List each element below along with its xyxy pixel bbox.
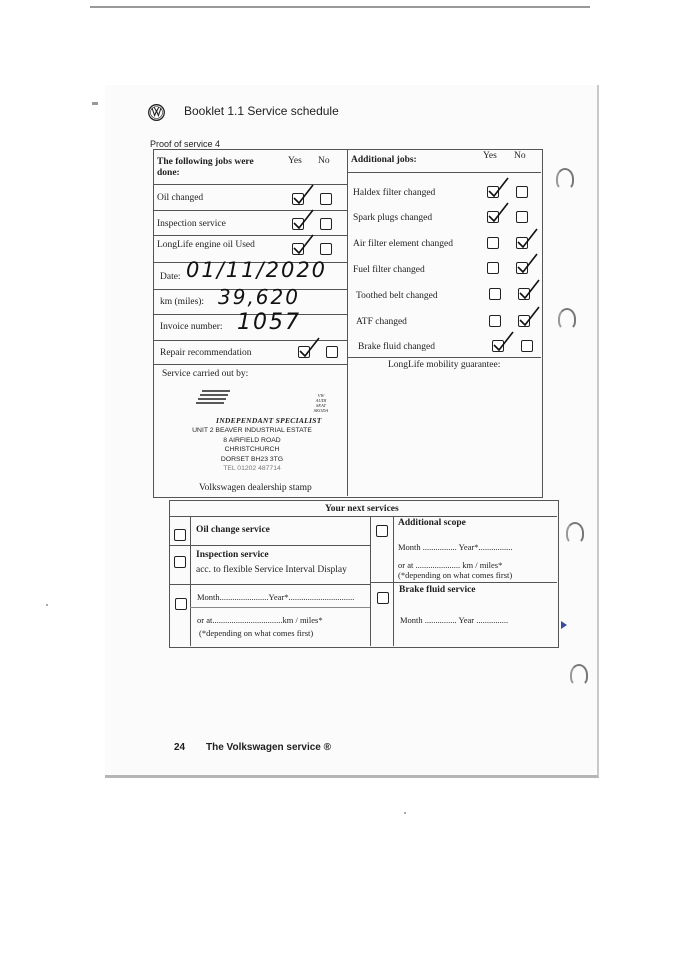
col-line [393,516,394,646]
stamp-address-line: UNIT 2 BEAVER INDUSTRIAL ESTATE [192,427,312,434]
longlife-mobility-label: LongLife mobility guarantee: [388,360,501,370]
brake-fluid-service-label: Brake fluid service [399,585,476,595]
additional-scope-label: Additional scope [398,518,466,528]
toothed-belt-yes-checkbox[interactable] [489,288,501,300]
stamp-brand-list [312,393,330,413]
stamp-brand: SKODA [313,408,329,413]
spark-plugs-label: Spark plugs changed [353,213,433,223]
date-label: Date: [160,272,181,282]
haldex-yes-checkbox[interactable] [487,186,499,198]
inspection-next-sub: acc. to flexible Service Interval Display [196,565,347,575]
spark-plugs-no-checkbox[interactable] [516,211,528,223]
table-divider [347,149,348,496]
month-year-right-field[interactable]: Month ................ Year*................ [398,542,513,552]
top-page-edge [90,0,590,8]
toothed-belt-label: Toothed belt changed [356,291,438,301]
footer-title: The Volkswagen service ® [206,742,332,753]
toothed-belt-no-checkbox[interactable] [518,288,530,300]
inspection-next-label: Inspection service [196,550,269,560]
brake-fluid-no-checkbox[interactable] [521,340,533,352]
stamp-address-line: DORSET BH23 3TG [220,455,284,463]
scan-speck [46,604,48,606]
air-filter-yes-checkbox[interactable] [487,237,499,249]
repair-no-checkbox[interactable] [326,346,338,358]
inspection-next-checkbox[interactable] [174,556,186,568]
inspection-service-label: Inspection service [157,219,226,229]
right-no-label: No [514,151,526,161]
next-page-arrow-icon [561,621,567,629]
repair-recommendation-label: Repair recommendation [160,348,252,358]
depending-right-note: (*depending on what comes first) [398,570,513,580]
page-number: 24 [174,742,186,753]
air-filter-label: Air filter element changed [353,239,453,249]
km-value[interactable]: 39,620 [218,285,300,309]
atf-changed-label: ATF changed [356,317,407,327]
stamp-stripes-logo [196,388,232,408]
spark-plugs-yes-checkbox[interactable] [487,211,499,223]
scan-speck [92,102,98,105]
brake-fluid-changed-label: Brake fluid changed [358,342,436,352]
or-at-left-field[interactable]: or at.................................km / miles* [197,615,323,625]
dealership-stamp-label: Volkswagen dealership stamp [199,483,312,493]
atf-no-checkbox[interactable] [518,315,530,327]
booklet-title: Booklet 1.1 Service schedule [184,104,339,118]
row-line [169,516,557,517]
left-yes-label: Yes [288,156,302,166]
next-services-title: Your next services [325,504,399,514]
left-no-label: No [318,156,330,166]
month-year-brake-field[interactable]: Month ............... Year ............... [400,615,509,625]
longlife-oil-yes-checkbox[interactable] [292,243,304,255]
row-line [153,364,347,365]
next-date-checkbox[interactable] [175,598,187,610]
longlife-oil-no-checkbox[interactable] [320,243,332,255]
service-carried-out-label: Service carried out by: [162,369,249,379]
atf-yes-checkbox[interactable] [489,315,501,327]
row-line [347,357,541,358]
binder-hole [558,308,576,330]
additional-jobs-heading: Additional jobs: [351,155,417,165]
binder-hole [556,168,574,190]
air-filter-no-checkbox[interactable] [516,237,528,249]
oil-changed-yes-checkbox[interactable] [292,193,304,205]
km-label: km (miles): [160,297,205,307]
row-line [153,184,347,185]
longlife-oil-label: LongLife engine oil Used [157,240,255,250]
stamp-address-line: CHRISTCHURCH [224,446,280,454]
right-yes-label: Yes [483,151,497,161]
col-line [370,516,371,646]
binder-hole [566,522,584,544]
oil-changed-no-checkbox[interactable] [320,193,332,205]
row-line [347,172,541,173]
date-value[interactable]: 01/11/2020 [186,258,328,282]
stamp-address-line: 8 AIRFIELD ROAD [223,436,281,444]
row-line [153,235,347,236]
fuel-filter-label: Fuel filter changed [353,265,425,275]
repair-yes-checkbox[interactable] [298,346,310,358]
proof-of-service-title: Proof of service 4 [150,139,221,149]
col-line [190,516,191,646]
brake-fluid-yes-checkbox[interactable] [492,340,504,352]
stamp-address-line: TEL 01202 487714 [223,465,281,473]
inspection-service-no-checkbox[interactable] [320,218,332,230]
binder-hole [570,664,588,686]
haldex-no-checkbox[interactable] [516,186,528,198]
invoice-number-label: Invoice number: [160,322,223,332]
row-line [169,545,370,546]
haldex-filter-label: Haldex filter changed [353,188,436,198]
oil-change-service-label: Oil change service [196,525,270,535]
oil-changed-label: Oil changed [157,193,204,203]
fuel-filter-no-checkbox[interactable] [516,262,528,274]
scan-speck [404,812,406,814]
brake-fluid-service-checkbox[interactable] [377,592,389,604]
additional-scope-checkbox[interactable] [376,525,388,537]
row-line [370,582,557,583]
stamp-company: INDEPENDANT SPECIALIST [216,416,322,425]
stamp-brand: AUDI [315,398,327,403]
or-at-right-field[interactable]: or at ..................... km / miles* [398,560,503,570]
stamp-brand: SEAT [315,403,327,408]
inspection-service-yes-checkbox[interactable] [292,218,304,230]
depending-left-note: (*depending on what comes first) [199,628,314,638]
stamp-address [172,426,332,474]
row-line [190,607,370,608]
jobs-done-heading: The following jobs were done: [157,157,254,178]
vw-logo-icon [148,104,165,121]
month-year-left-field[interactable]: Month.......................Year*............................... [197,592,355,602]
invoice-number-value[interactable]: 1057 [237,310,301,335]
oil-change-service-checkbox[interactable] [174,529,186,541]
fuel-filter-yes-checkbox[interactable] [487,262,499,274]
row-line [169,584,370,585]
row-line [153,210,347,211]
stamp-brand: VW [317,393,325,398]
